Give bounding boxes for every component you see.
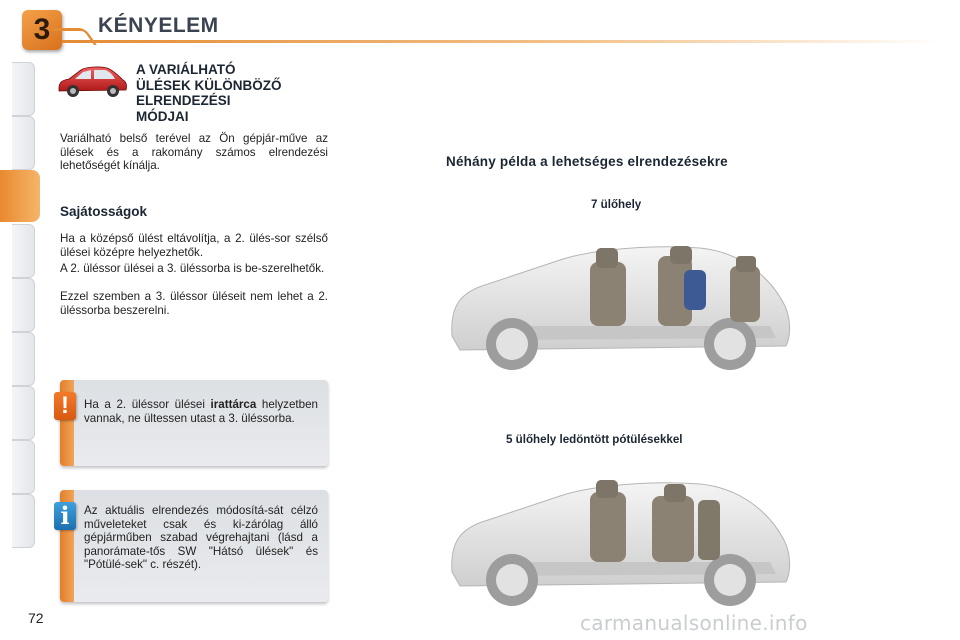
layout-caption-5-seats: 5 ülőhely ledöntött pótülésekkel (506, 433, 683, 446)
chapter-tab[interactable] (12, 224, 35, 278)
warning-text-part: helyzetben vannak, ne ültessen utast a 3. üléssorba. (84, 398, 318, 425)
chapter-tab[interactable] (12, 440, 35, 494)
chapter-tab[interactable] (12, 494, 35, 548)
chapter-tabs (0, 62, 38, 582)
header-rule (62, 40, 942, 43)
warning-text-part: Ha a 2. üléssor ülései (84, 398, 211, 411)
car-interior-5-seats-illustration (440, 462, 800, 622)
warning-text-bold: irattárca (210, 398, 257, 411)
intro-paragraph: Variálható belső terével az Ön gépjár-műve az ülések és a rakomány számos elrendezési lehetőségét kínálja. (60, 132, 328, 173)
chapter-tab-active[interactable] (0, 170, 40, 222)
chapter-tab[interactable] (12, 278, 35, 332)
warning-text (84, 398, 318, 425)
warning-note (60, 380, 328, 466)
info-note (60, 490, 328, 602)
info-icon: i (54, 502, 76, 530)
page-number: 72 (28, 610, 44, 626)
examples-title: Néhány példa a lehetséges elrendezésekre (446, 154, 728, 169)
section-title-line: A VARIÁLHATÓ (136, 62, 236, 77)
section-title-line: MÓDJAI (136, 108, 189, 124)
chapter-tab[interactable] (12, 116, 35, 170)
section-title-line: ÜLÉSEK KÜLÖNBÖZŐ (136, 77, 282, 93)
layout-caption-7-seats: 7 ülőhely (591, 198, 642, 211)
chapter-tab[interactable] (12, 332, 35, 386)
section-title (136, 62, 336, 124)
feature-paragraph: A 2. üléssor ülései a 3. üléssorba is be-szerelhetők. (60, 262, 325, 275)
car-icon (55, 62, 129, 100)
chapter-tab[interactable] (12, 386, 35, 440)
features-heading: Sajátosságok (60, 204, 148, 219)
chapter-number-badge: 3 (22, 10, 62, 50)
exclamation-icon: ! (54, 392, 76, 420)
chapter-tab[interactable] (12, 62, 35, 116)
car-interior-7-seats-illustration (440, 226, 800, 386)
feature-paragraph: Ha a középső ülést eltávolítja, a 2. ülés-sor szélső ülései középre helyezhetők. (60, 232, 328, 259)
feature-paragraph: Ezzel szemben a 3. üléssor üléseit nem lehet a 2. üléssorba beszerelni. (60, 290, 328, 317)
watermark: carmanualsonline.info (580, 611, 808, 635)
section-title-line: ELRENDEZÉSI (136, 93, 231, 108)
chapter-title: KÉNYELEM (98, 14, 219, 37)
info-text: Az aktuális elrendezés módosítá-sát célzó műveleteket csak és ki-zárólag álló gépjárműben szabad végrehajtani (lásd a panorámate-tős SW "Hátsó ülések" és "Pótülé-sek" c. részét). (84, 504, 318, 572)
